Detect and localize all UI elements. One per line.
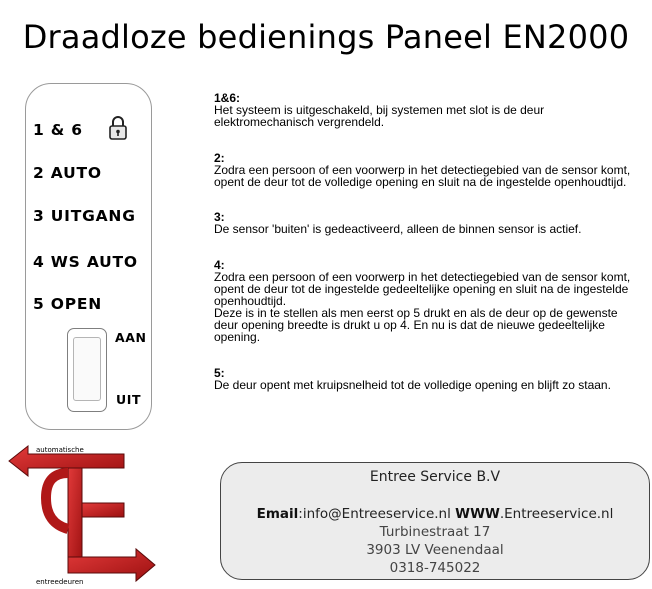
email-link[interactable]: :info@Entreeservice.nl [298,506,451,522]
description-2 [214,152,639,188]
description-4 [214,259,639,343]
switch-rocker [73,337,101,401]
phone-number: 0318-745022 [389,560,481,576]
description-heading: 2: [214,151,225,165]
control-panel [25,83,152,430]
logo-e-shape [9,446,155,581]
power-switch[interactable] [67,328,107,412]
mode-1-6-label: 1 & 6 [33,121,83,139]
street-address: Turbinestraat 17 [379,524,491,540]
switch-on-label: AAN [115,330,147,345]
padlock-icon [108,115,128,141]
description-5 [214,367,639,391]
company-name: Entree Service B.V [369,469,501,485]
description-heading: 4: [214,258,225,272]
email-label: Email [256,506,299,522]
city-address: 3903 LV Veenendaal [366,542,504,558]
mode-4-label: 4 WS AUTO [33,253,138,271]
page-title: Draadloze bedienings Paneel EN2000 [22,18,630,56]
description-text: Zodra een persoon of een voorwerp in het detectiegebied van de sensor komt, opent de deur tot de ingestelde gedeeltelijke opening en sluit na de ingestelde openhoudtijd. [214,270,631,308]
description-text: Zodra een persoon of een voorwerp in het detectiegebied van de sensor komt, opent de deur tot de volledige opening en sluit na de ingestelde openhoudtijd. [214,163,631,189]
description-text: De sensor 'buiten' is gedeactiveerd, alleen de binnen sensor is actief. [214,222,582,236]
description-heading: 5: [214,366,225,380]
description-text: De deur opent met kruipsnelheid tot de volledige opening en blijft zo staan. [214,378,611,392]
logo-top-text: automatische [36,446,84,454]
description-text: Het systeem is uitgeschakeld, bij systemen met slot is de deur elektromechanisch vergrendeld. [214,103,545,129]
description-heading: 3: [214,210,225,224]
switch-off-label: UIT [116,392,142,407]
company-logo [6,443,158,585]
mode-descriptions [214,92,639,415]
www-label: WWW [455,506,500,522]
email-www-line [221,506,649,522]
mode-5-label: 5 OPEN [33,295,103,313]
contact-box [220,462,650,580]
website-link[interactable]: .Entreeservice.nl [499,506,614,522]
logo-bottom-text: entreedeuren [36,578,84,585]
mode-2-label: 2 AUTO [33,164,102,182]
description-1-6 [214,92,639,128]
description-heading: 1&6: [214,91,241,105]
description-3 [214,211,639,235]
description-text-extra: Deze is in te stellen als men eerst op 5 drukt en als de deur op de gewenste deur opening breedte is drukt u op 4. En nu is dat de nieuwe gedeeltelijke opening. [214,306,618,344]
mode-3-label: 3 UITGANG [33,207,136,225]
